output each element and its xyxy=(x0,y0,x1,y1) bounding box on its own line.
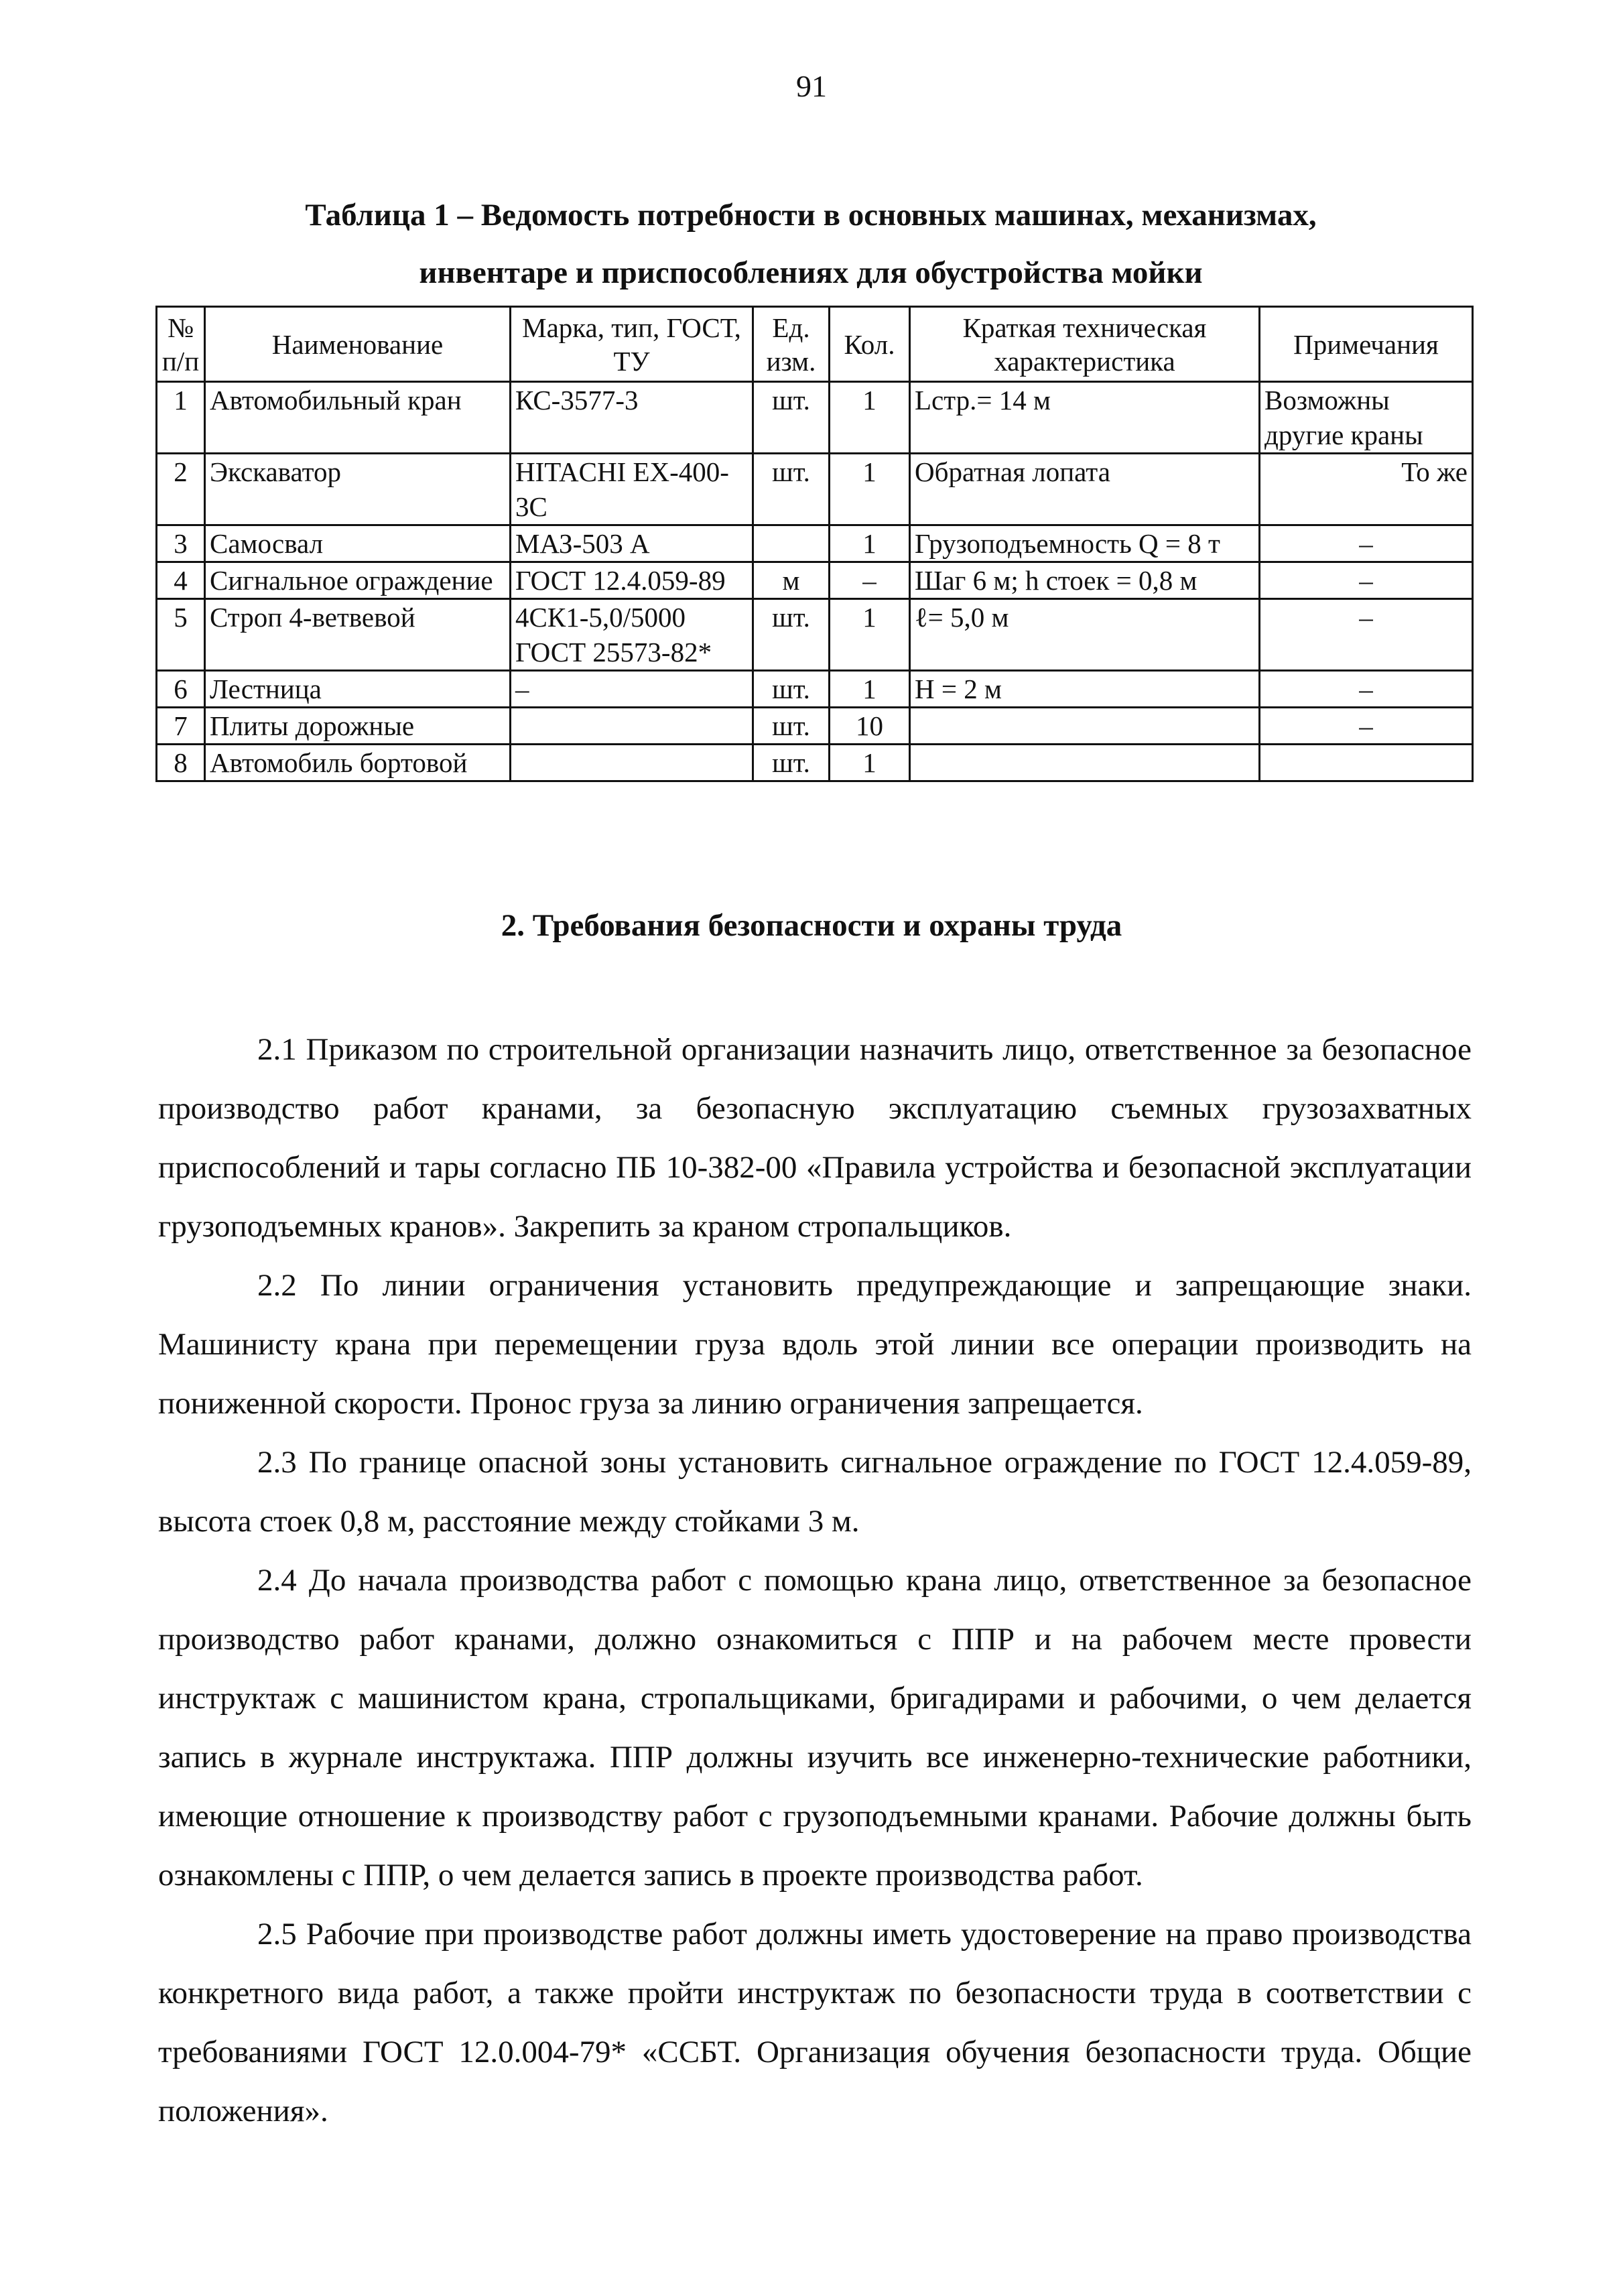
cell-note: – xyxy=(1260,599,1473,671)
paragraph-2-3: 2.3 По границе опасной зоны установить сигнальное ограждение по ГОСТ 12.4.059-89, высота стоек 0,8 м, расстояние между стойками 3 м. xyxy=(158,1445,1472,1539)
cell-num: 4 xyxy=(157,562,205,599)
cell-name: Автомобиль бортовой xyxy=(205,745,511,781)
cell-brand: 4СК1-5,0/5000 ГОСТ 25573-82* xyxy=(511,599,753,671)
cell-qty: 1 xyxy=(830,454,910,525)
cell-unit xyxy=(753,525,830,562)
cell-name: Экскаватор xyxy=(205,454,511,525)
table-row xyxy=(157,454,1473,525)
cell-num: 5 xyxy=(157,599,205,671)
cell-spec: Шаг 6 м; h стоек = 0,8 м xyxy=(910,562,1260,599)
section-heading: 2. Требования безопасности и охраны труда xyxy=(501,908,1122,943)
cell-qty: 1 xyxy=(830,671,910,708)
cell-spec: ℓ= 5,0 м xyxy=(910,599,1260,671)
cell-note xyxy=(1260,745,1473,781)
cell-name: Сигнальное ограждение xyxy=(205,562,511,599)
cell-qty: 10 xyxy=(830,708,910,745)
cell-note: Возможны другие краны xyxy=(1260,382,1473,454)
cell-qty: 1 xyxy=(830,745,910,781)
table-row xyxy=(157,382,1473,454)
header-num: № п/п xyxy=(157,307,205,382)
cell-num: 8 xyxy=(157,745,205,781)
cell-name: Лестница xyxy=(205,671,511,708)
paragraph-2-1: 2.1 Приказом по строительной организации назначить лицо, ответственное за безопасное производство работ кранами, за безопасную эксплуатацию съемных грузозахватных приспособлений и тары согласно ПБ 10-382-00 «Правила устройства и безопасной эксплуатации грузоподъемных кранов». Закрепить за краном стропальщиков. xyxy=(158,1032,1472,1244)
paragraph-2-2: 2.2 По линии ограничения установить предупреждающие и запрещающие знаки. Машинисту крана при перемещении груза вдоль этой линии все операции производить на пониженной скорости. Пронос груза за линию ограничения запрещается. xyxy=(158,1268,1472,1421)
page-number: 91 xyxy=(796,69,827,103)
cell-qty: 1 xyxy=(830,599,910,671)
cell-brand: МАЗ-503 А xyxy=(511,525,753,562)
table-title xyxy=(107,186,1514,302)
cell-num: 2 xyxy=(157,454,205,525)
cell-brand: – xyxy=(511,671,753,708)
table-header-row xyxy=(157,307,1473,382)
cell-spec: Обратная лопата xyxy=(910,454,1260,525)
cell-note: То же xyxy=(1260,454,1473,525)
header-name: Наименование xyxy=(205,307,511,382)
cell-brand: ГОСТ 12.4.059-89 xyxy=(511,562,753,599)
cell-spec: Lстр.= 14 м xyxy=(910,382,1260,454)
cell-qty: 1 xyxy=(830,382,910,454)
cell-name: Строп 4-ветвевой xyxy=(205,599,511,671)
header-note: Примечания xyxy=(1260,307,1473,382)
table-title-line-2: инвентаре и приспособлениях для обустройства мойки xyxy=(419,255,1203,290)
cell-unit: шт. xyxy=(753,599,830,671)
table-row xyxy=(157,525,1473,562)
cell-num: 3 xyxy=(157,525,205,562)
cell-name: Самосвал xyxy=(205,525,511,562)
body-text xyxy=(158,1020,1472,2141)
cell-brand: КС-3577-3 xyxy=(511,382,753,454)
cell-note: – xyxy=(1260,562,1473,599)
cell-name: Плиты дорожные xyxy=(205,708,511,745)
cell-spec xyxy=(910,708,1260,745)
cell-unit: шт. xyxy=(753,745,830,781)
cell-unit: шт. xyxy=(753,671,830,708)
cell-note: – xyxy=(1260,525,1473,562)
cell-qty: – xyxy=(830,562,910,599)
cell-spec xyxy=(910,745,1260,781)
header-brand: Марка, тип, ГОСТ, ТУ xyxy=(511,307,753,382)
table-row xyxy=(157,708,1473,745)
table-row xyxy=(157,671,1473,708)
cell-name: Автомобильный кран xyxy=(205,382,511,454)
cell-unit: шт. xyxy=(753,454,830,525)
table-row xyxy=(157,562,1473,599)
header-unit: Ед. изм. xyxy=(753,307,830,382)
cell-num: 6 xyxy=(157,671,205,708)
table-row xyxy=(157,599,1473,671)
cell-note: – xyxy=(1260,708,1473,745)
cell-qty: 1 xyxy=(830,525,910,562)
cell-brand xyxy=(511,708,753,745)
cell-unit: м xyxy=(753,562,830,599)
paragraph-2-5: 2.5 Рабочие при производстве работ должны иметь удостоверение на право производства конкретного вида работ, а также пройти инструктаж по безопасности труда в соответствии с требованиями ГОСТ 12.0.004-79* «ССБТ. Организация обучения безопасности труда. Общие положения». xyxy=(158,1917,1472,2128)
cell-unit: шт. xyxy=(753,382,830,454)
cell-brand: HITACHI ЕХ-400-3С xyxy=(511,454,753,525)
header-spec: Краткая техническая характеристика xyxy=(910,307,1260,382)
table-row xyxy=(157,745,1473,781)
cell-brand xyxy=(511,745,753,781)
header-qty: Кол. xyxy=(830,307,910,382)
cell-unit: шт. xyxy=(753,708,830,745)
cell-num: 7 xyxy=(157,708,205,745)
table-title-line-1: Таблица 1 – Ведомость потребности в основных машинах, механизмах, xyxy=(305,198,1317,233)
cell-num: 1 xyxy=(157,382,205,454)
paragraph-2-4: 2.4 До начала производства работ с помощью крана лицо, ответственное за безопасное производство работ кранами, должно ознакомиться с ППР и на рабочем месте провести инструктаж с машинистом крана, стропальщиками, бригадирами и рабочими, о чем делается запись в журнале инструктажа. ППР должны изучить все инженерно-технические работники, имеющие отношение к производству работ с грузоподъемными кранами. Рабочие должны быть ознакомлены с ППР, о чем делается запись в проекте производства работ. xyxy=(158,1563,1472,1893)
cell-spec: Грузоподъемность Q = 8 т xyxy=(910,525,1260,562)
equipment-table xyxy=(155,306,1474,782)
cell-spec: Н = 2 м xyxy=(910,671,1260,708)
cell-note: – xyxy=(1260,671,1473,708)
